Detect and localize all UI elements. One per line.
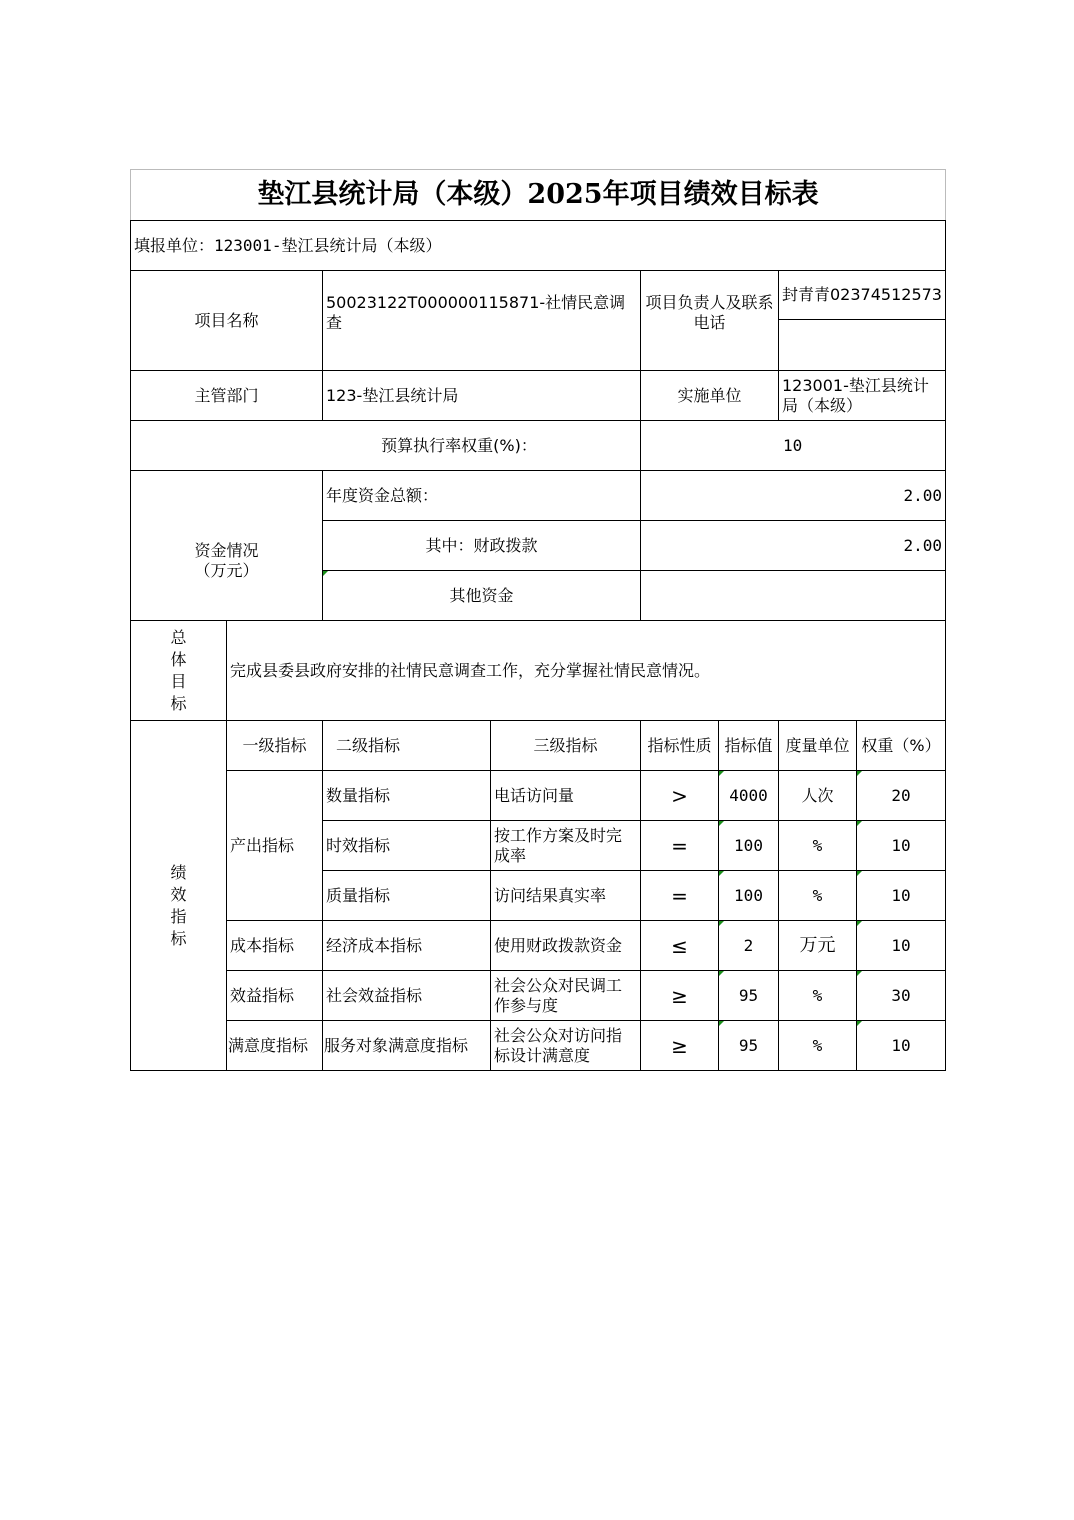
performance-char: 指	[170, 906, 187, 926]
page-title: 垫江县统计局（本级）2025年项目绩效目标表	[131, 170, 946, 221]
nature-cell: ≤	[641, 921, 719, 971]
weight-cell: 30	[857, 971, 946, 1021]
value-cell: 4000	[719, 771, 779, 821]
level2-cell: 时效指标	[323, 821, 491, 871]
level3-cell: 社会公众对民调工作参与度	[491, 971, 641, 1021]
other-funds-label: 其他资金	[323, 571, 641, 621]
performance-target-sheet	[130, 169, 945, 1071]
header-level3: 三级指标	[491, 721, 641, 771]
overall-goal-char: 总	[170, 627, 187, 647]
value-cell: 100	[719, 871, 779, 921]
header-weight: 权重（%）	[857, 721, 946, 771]
nature-cell: =	[641, 871, 719, 921]
funds-label	[131, 471, 323, 621]
nature-cell: ≥	[641, 971, 719, 1021]
project-name-label: 项目名称	[131, 271, 323, 371]
nature-cell: ≥	[641, 1021, 719, 1071]
weight-cell: 10	[857, 1021, 946, 1071]
unit-cell: 万元	[779, 921, 857, 971]
fiscal-label: 其中：财政拨款	[323, 521, 641, 571]
level2-cell: 服务对象满意度指标	[323, 1021, 491, 1071]
value-cell: 95	[719, 971, 779, 1021]
unit-cell: %	[779, 871, 857, 921]
annual-total-value: 2.00	[641, 471, 946, 521]
implementer-value: 123001-垫江县统计局（本级）	[779, 371, 946, 421]
level2-cell: 数量指标	[323, 771, 491, 821]
overall-goal-label	[131, 621, 227, 721]
level3-cell: 电话访问量	[491, 771, 641, 821]
weight-cell: 10	[857, 871, 946, 921]
table-row	[131, 1021, 946, 1071]
contact-value-2	[779, 320, 945, 370]
level2-cell: 经济成本指标	[323, 921, 491, 971]
header-value: 指标值	[719, 721, 779, 771]
level1-output: 产出指标	[227, 771, 323, 921]
weight-cell: 10	[857, 921, 946, 971]
budget-weight-label: 预算执行率权重(%)：	[131, 421, 641, 471]
implementer-label: 实施单位	[641, 371, 779, 421]
performance-char: 标	[170, 928, 187, 948]
contact-value: 封青青02374512573	[779, 271, 945, 320]
nature-cell: >	[641, 771, 719, 821]
weight-cell: 10	[857, 821, 946, 871]
level1-satisfaction: 满意度指标	[227, 1021, 323, 1071]
contact-cell	[779, 271, 946, 371]
value-cell: 100	[719, 821, 779, 871]
table-row	[131, 921, 946, 971]
table-row	[131, 971, 946, 1021]
budget-weight-value: 10	[641, 421, 946, 471]
weight-cell: 20	[857, 771, 946, 821]
level3-cell: 社会公众对访问指标设计满意度	[491, 1021, 641, 1071]
overall-goal-char: 体	[170, 649, 187, 669]
table-row	[131, 771, 946, 821]
unit-cell: %	[779, 971, 857, 1021]
unit-cell: %	[779, 1021, 857, 1071]
header-level2: 二级指标	[323, 721, 491, 771]
unit-cell: %	[779, 821, 857, 871]
performance-label	[131, 721, 227, 1071]
overall-goal-char: 目	[170, 671, 187, 691]
level1-benefit: 效益指标	[227, 971, 323, 1021]
level3-cell: 访问结果真实率	[491, 871, 641, 921]
value-cell: 2	[719, 921, 779, 971]
contact-label: 项目负责人及联系电话	[641, 271, 779, 371]
department-label: 主管部门	[131, 371, 323, 421]
filling-unit-value: 123001-垫江县统计局（本级）	[214, 235, 442, 255]
performance-char: 效	[170, 884, 187, 904]
value-cell: 95	[719, 1021, 779, 1071]
project-name-value: 50023122T000000115871-社情民意调查	[323, 271, 641, 371]
other-funds-value	[641, 571, 946, 621]
nature-cell: =	[641, 821, 719, 871]
funds-label-line1: 资金情况	[194, 540, 259, 560]
level1-cost: 成本指标	[227, 921, 323, 971]
header-level1: 一级指标	[227, 721, 323, 771]
overall-goal-char: 标	[170, 693, 187, 713]
funds-label-line2: （万元）	[194, 560, 259, 580]
level2-cell: 质量指标	[323, 871, 491, 921]
level3-cell: 按工作方案及时完成率	[491, 821, 641, 871]
fiscal-value: 2.00	[641, 521, 946, 571]
performance-char: 绩	[170, 862, 187, 882]
performance-target-table	[130, 169, 946, 1071]
header-unit: 度量单位	[779, 721, 857, 771]
filling-unit-label: 填报单位：	[134, 235, 215, 255]
filling-unit-row	[131, 221, 946, 271]
unit-cell: 人次	[779, 771, 857, 821]
department-value: 123-垫江县统计局	[323, 371, 641, 421]
header-nature: 指标性质	[641, 721, 719, 771]
overall-goal-text: 完成县委县政府安排的社情民意调查工作，充分掌握社情民意情况。	[227, 621, 946, 721]
level3-cell: 使用财政拨款资金	[491, 921, 641, 971]
annual-total-label: 年度资金总额：	[323, 471, 641, 521]
level2-cell: 社会效益指标	[323, 971, 491, 1021]
